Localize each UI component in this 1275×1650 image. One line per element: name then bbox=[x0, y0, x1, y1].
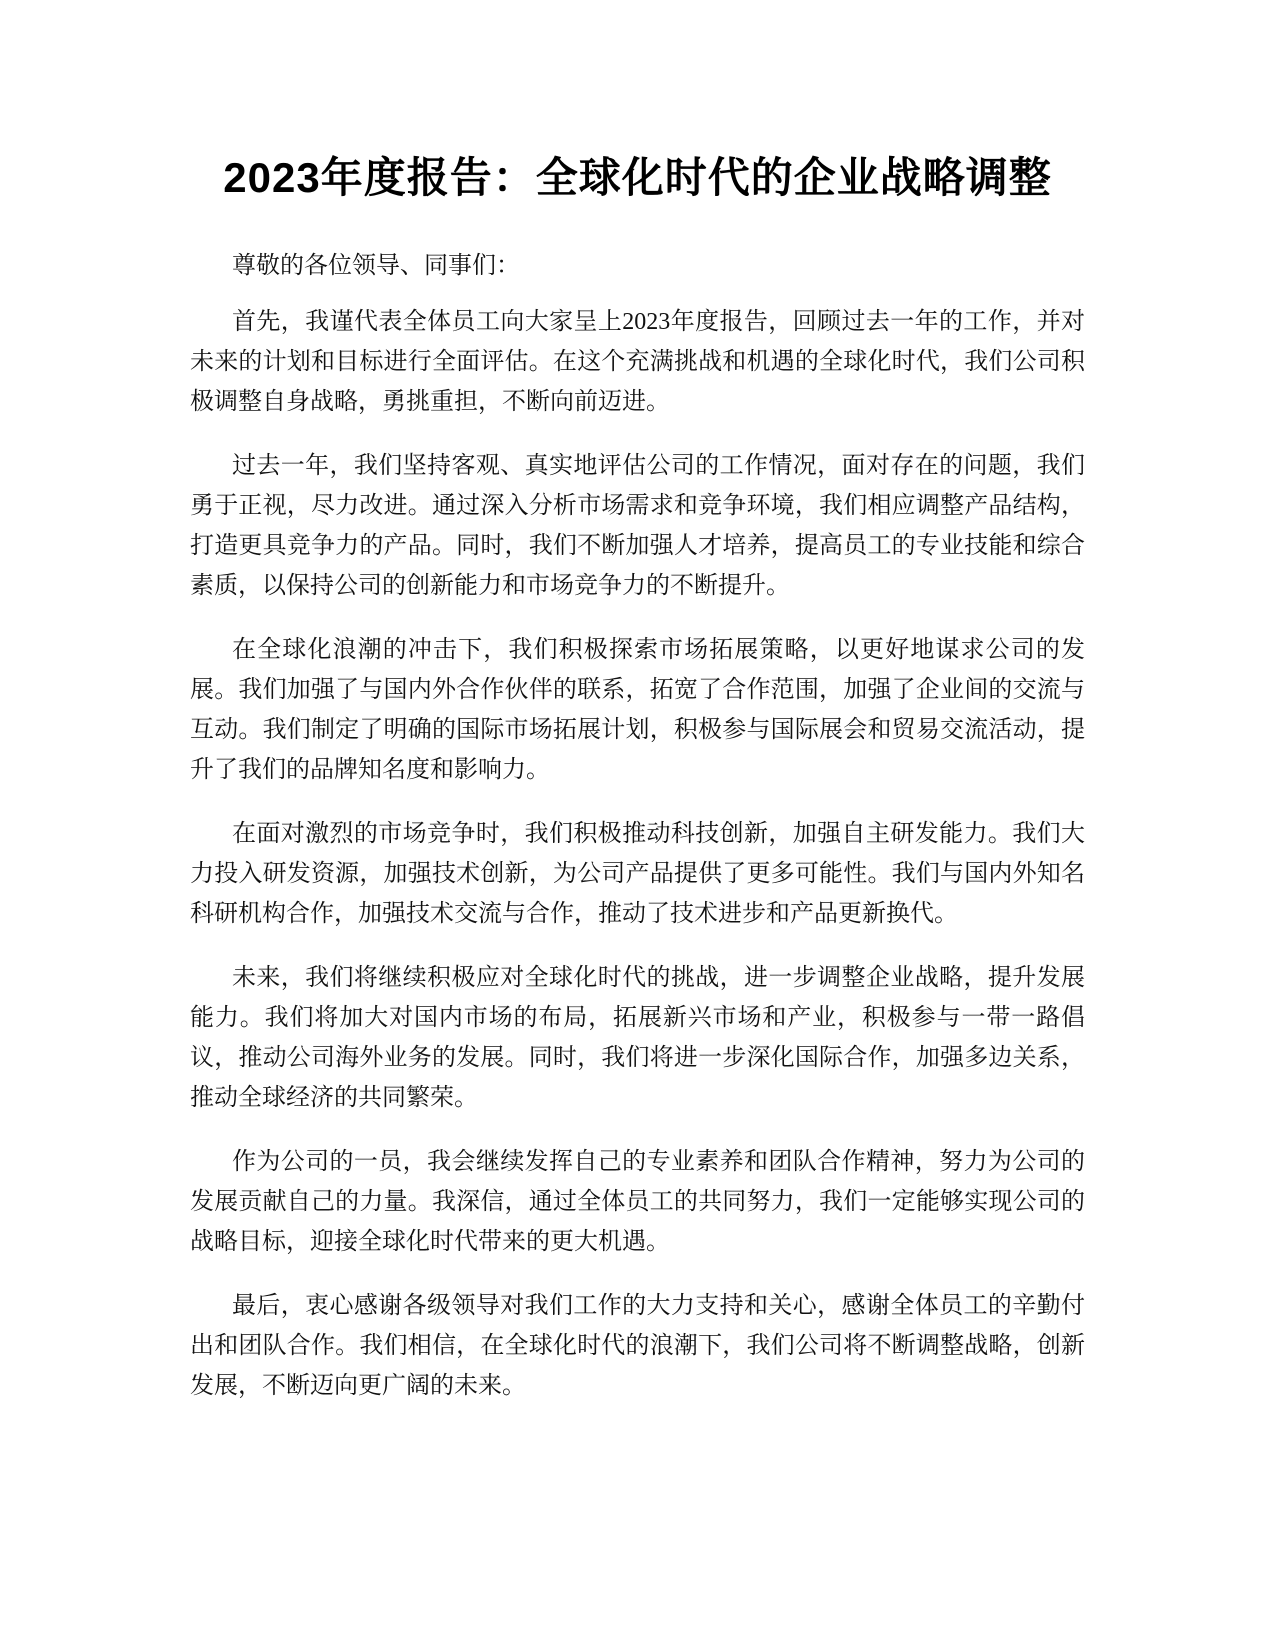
body-paragraph: 最后，衷心感谢各级领导对我们工作的大力支持和关心，感谢全体员工的辛勤付出和团队合作。我们相信，在全球化时代的浪潮下，我们公司将不断调整战略，创新发展，不断迈向更广阔的未来。 bbox=[190, 1293, 1085, 1399]
body-paragraph: 在全球化浪潮的冲击下，我们积极探索市场拓展策略，以更好地谋求公司的发展。我们加强了与国内外合作伙伴的联系，拓宽了合作范围，加强了企业间的交流与互动。我们制定了明确的国际市场拓展计划，积极参与国际展会和贸易交流活动，提升了我们的品牌知名度和影响力。 bbox=[190, 637, 1085, 783]
document-body bbox=[190, 246, 1085, 1430]
body-paragraph: 首先，我谨代表全体员工向大家呈上2023年度报告，回顾过去一年的工作，并对未来的计划和目标进行全面评估。在这个充满挑战和机遇的全球化时代，我们公司积极调整自身战略，勇挑重担，不断向前迈进。 bbox=[190, 309, 1085, 415]
document-title: 2023年度报告：全球化时代的企业战略调整 bbox=[223, 154, 1052, 201]
greeting-paragraph: 尊敬的各位领导、同事们： bbox=[232, 253, 520, 279]
body-paragraph: 作为公司的一员，我会继续发挥自己的专业素养和团队合作精神，努力为公司的发展贡献自己的力量。我深信，通过全体员工的共同努力，我们一定能够实现公司的战略目标，迎接全球化时代带来的更大机遇。 bbox=[190, 1149, 1085, 1255]
body-paragraph: 未来，我们将继续积极应对全球化时代的挑战，进一步调整企业战略，提升发展能力。我们将加大对国内市场的布局，拓展新兴市场和产业，积极参与一带一路倡议，推动公司海外业务的发展。同时，我们将进一步深化国际合作，加强多边关系，推动全球经济的共同繁荣。 bbox=[190, 965, 1085, 1111]
body-paragraph: 过去一年，我们坚持客观、真实地评估公司的工作情况，面对存在的问题，我们勇于正视，尽力改进。通过深入分析市场需求和竞争环境，我们相应调整产品结构，打造更具竞争力的产品。同时，我们不断加强人才培养，提高员工的专业技能和综合素质，以保持公司的创新能力和市场竞争力的不断提升。 bbox=[190, 453, 1085, 599]
body-paragraph: 在面对激烈的市场竞争时，我们积极推动科技创新，加强自主研发能力。我们大力投入研发资源，加强技术创新，为公司产品提供了更多可能性。我们与国内外知名科研机构合作，加强技术交流与合作，推动了技术进步和产品更新换代。 bbox=[190, 821, 1085, 927]
